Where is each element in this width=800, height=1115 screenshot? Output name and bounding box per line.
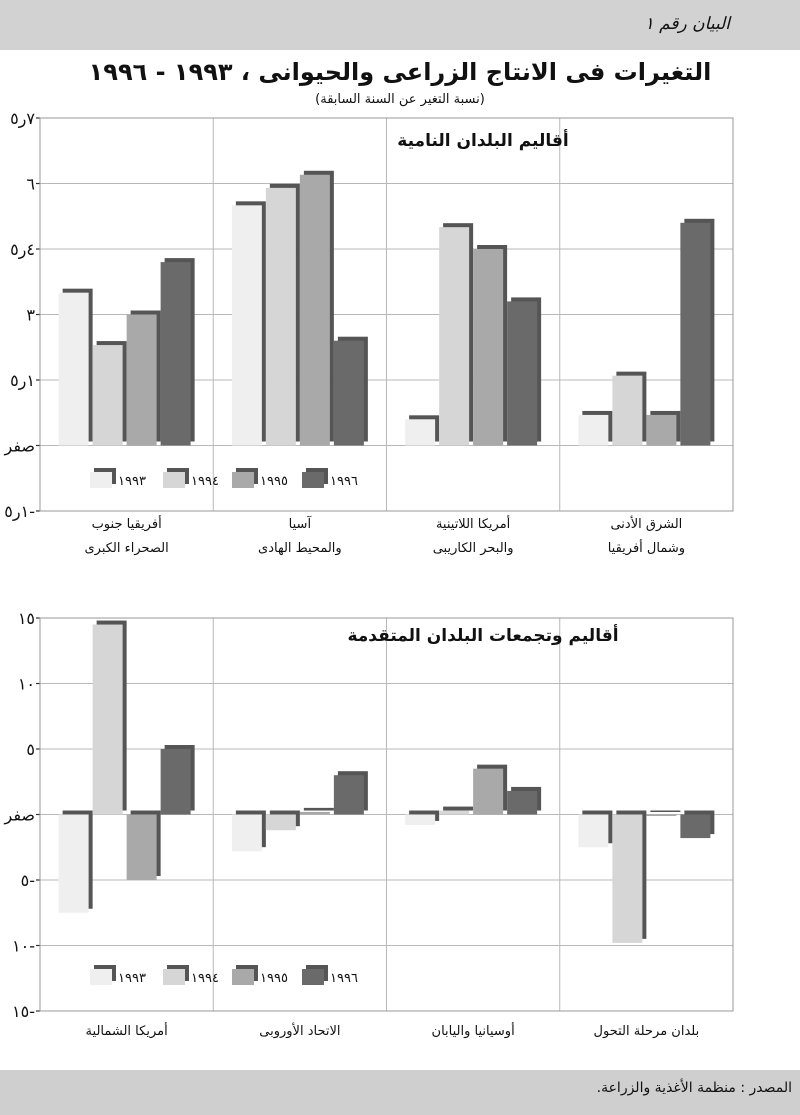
bar-1995 xyxy=(127,815,157,881)
category-label: الصحراء الكبرى xyxy=(84,541,169,556)
bar-1994 xyxy=(612,376,642,446)
y-tick-label: ٤ر٥ xyxy=(10,240,35,259)
category-label: الاتحاد الأوروبى xyxy=(259,1024,341,1039)
y-tick-label: ١٠- xyxy=(12,936,35,956)
panel-title: أقاليم وتجمعات البلدان المتقدمة xyxy=(347,626,619,646)
legend-swatch-1994 xyxy=(163,472,185,488)
legend-swatch-1996 xyxy=(302,969,324,985)
y-tick-label: ١٥ xyxy=(17,609,35,628)
bar-1993 xyxy=(232,815,262,852)
y-tick-label: صفر xyxy=(4,805,35,825)
bar-1995 xyxy=(300,175,330,446)
y-tick-label: صفر xyxy=(4,436,35,456)
bar-1994 xyxy=(439,811,469,815)
bar-1993 xyxy=(405,815,435,825)
legend-swatch-1993 xyxy=(90,969,112,985)
bar-1995 xyxy=(646,815,676,817)
category-label: والمحيط الهادى xyxy=(258,541,342,556)
legend-swatch-1993 xyxy=(90,472,112,488)
bar-1995 xyxy=(646,415,676,446)
category-label: أمريكا الشمالية xyxy=(85,1024,168,1039)
chart-2 xyxy=(3,609,733,1039)
bar-1996 xyxy=(334,775,364,814)
legend-swatch-1994 xyxy=(163,969,185,985)
bar-1993 xyxy=(59,293,89,446)
legend-label: ١٩٩٥ xyxy=(260,474,288,489)
bar-1994 xyxy=(266,815,296,831)
bar-1993 xyxy=(578,415,608,446)
bar-1994 xyxy=(93,345,123,445)
legend-label: ١٩٩٣ xyxy=(118,971,146,986)
category-label: الشرق الأدنى xyxy=(610,517,683,532)
bar-1994 xyxy=(266,188,296,446)
legend-label: ١٩٩٦ xyxy=(330,474,358,489)
bar-1995 xyxy=(127,315,157,446)
bar-1994 xyxy=(439,227,469,445)
y-tick-label: ٥ xyxy=(26,740,35,759)
bar-1994 xyxy=(612,815,642,943)
bar-1996 xyxy=(507,301,537,445)
source-note: المصدر : منظمة الأغذية والزراعة. xyxy=(596,1080,792,1096)
bar-1996 xyxy=(334,341,364,446)
y-tick-label: ١٥- xyxy=(12,1002,35,1021)
category-label: أمريكا اللاتينية xyxy=(435,517,511,532)
legend-label: ١٩٩٣ xyxy=(118,474,146,489)
y-tick-label: ٣ xyxy=(26,305,35,325)
category-label: بلدان مرحلة التحول xyxy=(593,1024,700,1039)
legend-label: ١٩٩٦ xyxy=(330,971,358,986)
y-tick-label: ١ر٥ xyxy=(10,371,35,390)
bar-1994 xyxy=(93,625,123,815)
bar-shadow xyxy=(650,811,680,813)
bar-shadow xyxy=(304,808,334,811)
bar-1993 xyxy=(232,205,262,445)
y-tick-label: ١ر٥- xyxy=(4,502,35,521)
category-label: آسيا xyxy=(288,517,312,532)
y-tick-label: ٥- xyxy=(20,871,35,890)
bar-1996 xyxy=(680,223,710,446)
bar-1996 xyxy=(161,749,191,815)
bar-1995 xyxy=(300,812,330,815)
y-tick-label: ٧ر٥ xyxy=(10,109,35,128)
chart-1 xyxy=(3,109,733,556)
bar-1993 xyxy=(59,815,89,913)
bar-1996 xyxy=(680,815,710,839)
bar-1996 xyxy=(161,262,191,445)
category-label: أوسيانيا واليابان xyxy=(431,1024,515,1039)
legend-swatch-1995 xyxy=(232,969,254,985)
category-label: والبحر الكاريبى xyxy=(432,541,514,556)
legend-swatch-1996 xyxy=(302,472,324,488)
bar-1995 xyxy=(473,249,503,446)
bar-1995 xyxy=(473,769,503,815)
legend-label: ١٩٩٤ xyxy=(191,971,219,986)
legend-label: ١٩٩٤ xyxy=(191,474,219,489)
category-label: وشمال أفريقيا xyxy=(607,541,686,556)
legend-label: ١٩٩٥ xyxy=(260,971,288,986)
bar-1993 xyxy=(578,815,608,848)
chart-title: التغيرات فى الانتاج الزراعى والحيوانى ، ١٩٩٣ - ١٩٩٦ xyxy=(88,58,712,86)
chart-subtitle: (نسبة التغير عن السنة السابقة) xyxy=(315,92,485,107)
figure-number: البيان رقم ١ xyxy=(644,14,730,34)
legend-swatch-1995 xyxy=(232,472,254,488)
bar-1993 xyxy=(405,419,435,445)
y-tick-label: ١٠ xyxy=(17,674,35,694)
bar-1996 xyxy=(507,791,537,815)
category-label: أفريقيا جنوب xyxy=(91,517,162,532)
panel-title: أقاليم البلدان النامية xyxy=(397,131,569,151)
bar-shadow xyxy=(443,807,473,811)
y-tick-label: ٦ xyxy=(26,174,35,194)
